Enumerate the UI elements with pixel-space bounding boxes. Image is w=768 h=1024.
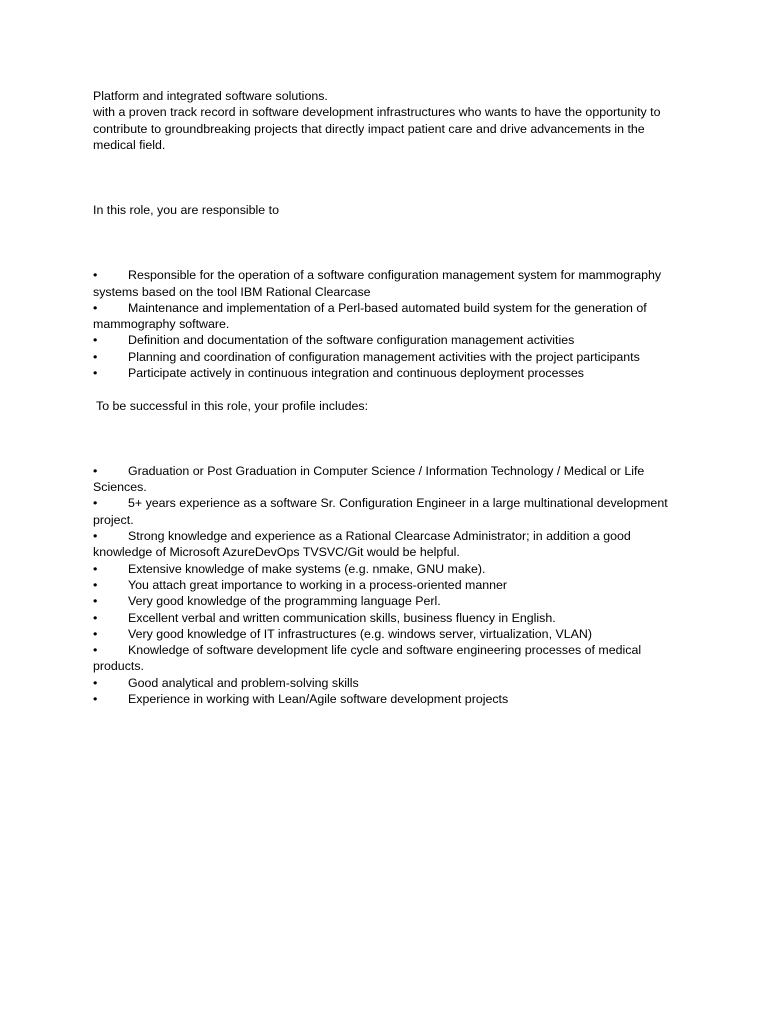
blank-line xyxy=(93,430,683,446)
list-item-text: Definition and documentation of the software configuration management activities xyxy=(128,333,575,348)
bullet-icon: • xyxy=(93,691,98,706)
list-item-text: Very good knowledge of the programming language Perl. xyxy=(128,594,441,609)
list-item-text: Extensive knowledge of make systems (e.g. nmake, GNU make). xyxy=(128,561,486,576)
blank-line xyxy=(93,414,683,430)
list-item xyxy=(93,577,683,593)
list-item xyxy=(93,495,683,528)
bullet-icon: • xyxy=(93,300,98,315)
list-item-text: Excellent verbal and written communication skills, business fluency in English. xyxy=(128,610,556,625)
list-item xyxy=(93,349,683,365)
intro-paragraph: with a proven track record in software development infrastructures who wants to have the opportunity to contribute to groundbreaking projects that directly impact patient care and drive advancements in the medical field. xyxy=(93,105,661,152)
bullet-icon: • xyxy=(93,463,98,478)
list-item xyxy=(93,365,683,381)
profile-list xyxy=(93,463,683,707)
list-item xyxy=(93,642,683,675)
list-item xyxy=(93,675,683,691)
document-page xyxy=(93,88,683,707)
list-item xyxy=(93,626,683,642)
list-item xyxy=(93,593,683,609)
profile-heading: To be successful in this role, your profile includes: xyxy=(96,398,369,413)
blank-line xyxy=(93,447,683,463)
bullet-icon: • xyxy=(93,626,98,641)
bullet-icon: • xyxy=(93,610,98,625)
responsibilities-heading: In this role, you are responsible to xyxy=(93,203,279,218)
responsibilities-list xyxy=(93,267,683,381)
blank-line xyxy=(93,186,683,202)
bullet-icon: • xyxy=(93,349,98,364)
blank-line xyxy=(93,251,683,267)
list-item-text: Good analytical and problem-solving skills xyxy=(128,675,359,690)
bullet-icon: • xyxy=(93,529,98,544)
list-item xyxy=(93,332,683,348)
bullet-icon: • xyxy=(93,333,98,348)
blank-line xyxy=(93,235,683,251)
list-item-text: Planning and coordination of configuration management activities with the project participants xyxy=(128,349,640,364)
bullet-icon: • xyxy=(93,496,98,511)
bullet-icon: • xyxy=(93,594,98,609)
list-item-text: Maintenance and implementation of a Perl-based automated build system for the generation of mammography software. xyxy=(93,300,647,332)
list-item-text: Participate actively in continuous integration and continuous deployment processes xyxy=(128,366,584,381)
list-item-text: Very good knowledge of IT infrastructures (e.g. windows server, virtualization, VLAN) xyxy=(128,626,592,641)
list-item xyxy=(93,463,683,496)
intro-line-1: Platform and integrated software solutions. xyxy=(93,89,328,103)
list-item xyxy=(93,561,683,577)
blank-line xyxy=(93,169,683,185)
list-item-text: Experience in working with Lean/Agile software development projects xyxy=(128,691,509,706)
blank-line xyxy=(93,381,683,397)
list-item xyxy=(93,300,683,333)
list-item-text: 5+ years experience as a software Sr. Configuration Engineer in a large multinational development project. xyxy=(93,496,668,527)
bullet-icon: • xyxy=(93,561,98,576)
bullet-icon: • xyxy=(93,643,98,658)
list-item-text: Graduation or Post Graduation in Computer Science / Information Technology / Medical or Life Sciences. xyxy=(93,463,645,495)
list-item-text: You attach great importance to working in a process-oriented manner xyxy=(128,577,508,592)
list-item xyxy=(93,691,683,707)
list-item-text: Responsible for the operation of a software configuration management system for mammography systems based on the tool IBM Rational Clearcase xyxy=(93,268,662,299)
list-item-text: Knowledge of software development life cycle and software engineering processes of medical products. xyxy=(93,643,642,674)
bullet-icon: • xyxy=(93,366,98,381)
list-item-text: Strong knowledge and experience as a Rational Clearcase Administrator; in addition a good knowledge of Microsoft AzureDevOps TVSVC/Git would be helpful. xyxy=(93,529,631,560)
blank-line xyxy=(93,218,683,234)
bullet-icon: • xyxy=(93,577,98,592)
list-item xyxy=(93,267,683,300)
blank-line xyxy=(93,153,683,169)
list-item xyxy=(93,528,683,561)
bullet-icon: • xyxy=(93,675,98,690)
bullet-icon: • xyxy=(93,268,98,283)
list-item xyxy=(93,610,683,626)
